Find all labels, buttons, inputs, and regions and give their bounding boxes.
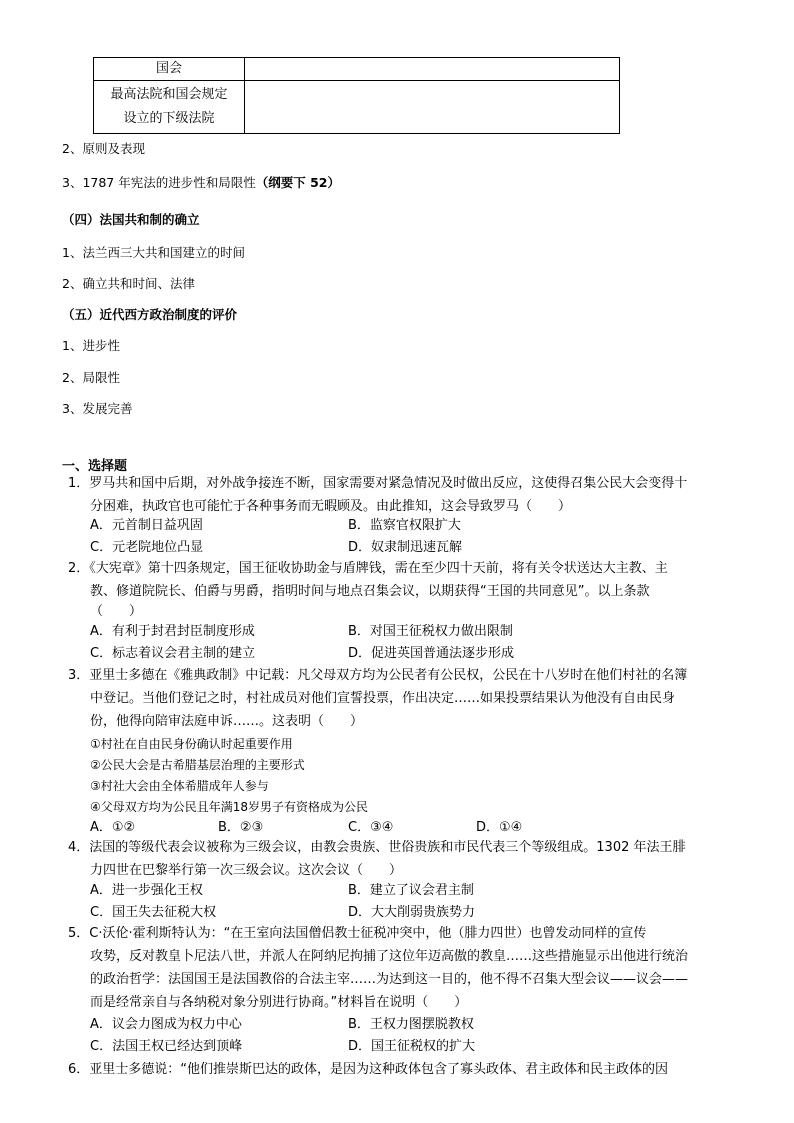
- cell-text: 国会: [155, 61, 182, 76]
- option-c: C．法国王权已经达到顶峰: [90, 1039, 243, 1054]
- outline-note: （纲要下 52）: [255, 175, 340, 190]
- option-c: C．标志着议会君主制的建立: [90, 646, 256, 661]
- question-4-text: 4．法国的等级代表会议被称为三级会议，由教会贵族、世俗贵族和市民代表三个等级组成。1302 年法王腓: [68, 840, 686, 855]
- cell-text: 设立的下级法院: [123, 111, 215, 126]
- option-d: D．大大削弱贵族势力: [348, 905, 476, 920]
- option-a: A．元首制日益巩固: [90, 518, 203, 533]
- outline-heading: （五）近代西方政治制度的评价: [62, 307, 238, 322]
- option-b: B．王权力图摆脱教权: [348, 1017, 474, 1032]
- option-d: D．国王征税权的扩大: [348, 1039, 476, 1054]
- option-a: A．议会力图成为权力中心: [90, 1017, 242, 1032]
- table-row: [94, 81, 620, 134]
- question-2-text: 2．《大宪章》第十四条规定，国王征收协助金与盾牌钱，需在至少四十天前，将有关令状送达大主教、主: [68, 561, 668, 576]
- outline-heading: （四）法国共和制的确立: [62, 212, 200, 227]
- table-cell-congress: [94, 58, 245, 81]
- option-b: B．对国王征税权力做出限制: [348, 624, 513, 639]
- section-title: 一、选择题: [62, 459, 128, 474]
- question-1-text: 分困难，执政官也可能忙于各种事务而无暇顾及。由此推知，这会导致罗马（ ）: [90, 499, 572, 514]
- option-b: B．建立了议会君主制: [348, 883, 474, 898]
- question-6-text: 6．亚里士多德说：“他们推崇斯巴达的政体，是因为这种政体包含了寡头政体、君主政体和民主政体的因: [68, 1062, 669, 1077]
- option-c: C．元老院地位凸显: [90, 540, 204, 555]
- statement-1: ①村社在自由民身份确认时起重要作用: [90, 737, 293, 751]
- option-b: B．监察官权限扩大: [348, 518, 461, 533]
- question-3-text: 3．亚里士多德在《雅典政制》中记载：凡父母双方均为公民者有公民权，公民在十八岁时在他们村社的名簿: [68, 668, 688, 683]
- option-d: D．①④: [476, 820, 523, 835]
- option-a: A．①②: [90, 820, 136, 835]
- outline-item: 3、发展完善: [62, 401, 133, 416]
- question-3-text: 份，他得向陪审法庭申诉……。这表明（ ）: [90, 714, 364, 729]
- question-5-text: 5．C·沃伦·霍利斯特认为：“在王室向法国僧侣教士征税冲突中，他（腓力四世）也曾发动同样的宣传: [68, 926, 647, 941]
- table-cell-empty: [245, 58, 620, 81]
- cell-text: 最高法院和国会规定: [110, 87, 228, 102]
- outline-item: 1、进步性: [62, 338, 120, 353]
- question-1-text: 1．罗马共和国中后期，对外战争接连不断，国家需要对紧急情况及时做出反应，这使得召集公民大会变得十: [68, 476, 688, 491]
- question-5-text: 而是经常亲自与各纳税对象分别进行协商。”材料旨在说明（ ）: [90, 995, 468, 1010]
- table-row: [94, 58, 620, 81]
- question-5-text: 的政治哲学：法国国王是法国教俗的合法主宰……为达到这一目的，他不得不召集大型会议——议会——: [90, 972, 689, 987]
- table-cell-empty: [245, 81, 620, 134]
- table-cell-courts: [94, 81, 245, 134]
- question-2-text: 教、修道院院长、伯爵与男爵，指明时间与地点召集会议，以期获得“王国的共同意见”。以上条款: [90, 584, 650, 599]
- outline-item: [62, 173, 340, 191]
- outline-item: 1、法兰西三大共和国建立的时间: [62, 245, 245, 260]
- statement-2: ②公民大会是古希腊基层治理的主要形式: [90, 758, 305, 772]
- question-4-text: 力四世在巴黎举行第一次三级会议。这次会议（ ）: [90, 863, 403, 878]
- question-5-text: 攻势，反对教皇卜尼法八世，并派人在阿纳尼拘捕了这位年迈高傲的教皇……这些措施显示出他进行统治: [90, 949, 689, 964]
- option-d: D．奴隶制迅速瓦解: [348, 540, 463, 555]
- option-c: C．③④: [348, 820, 394, 835]
- statement-4: ④父母双方均为公民且年满18岁男子有资格成为公民: [90, 800, 369, 814]
- question-3-text: 中登记。当他们登记之时，村社成员对他们宣誓投票，作出决定……如果投票结果认为他没有自由民身: [90, 691, 676, 706]
- question-2-text: （ ）: [90, 604, 143, 619]
- option-a: A．有利于封君封臣制度形成: [90, 624, 255, 639]
- court-table: [93, 57, 620, 134]
- option-c: C．国王失去征税大权: [90, 905, 217, 920]
- option-a: A．进一步强化王权: [90, 883, 203, 898]
- statement-3: ③村社大会由全体希腊成年人参与: [90, 779, 269, 793]
- option-d: D．促进英国普通法逐步形成: [348, 646, 515, 661]
- outline-item: 2、原则及表现: [62, 141, 145, 156]
- outline-item: 2、局限性: [62, 370, 120, 385]
- option-b: B．②③: [218, 820, 264, 835]
- outline-item: 2、确立共和时间、法律: [62, 276, 195, 291]
- outline-text: 3、1787 年宪法的进步性和局限性: [62, 175, 256, 190]
